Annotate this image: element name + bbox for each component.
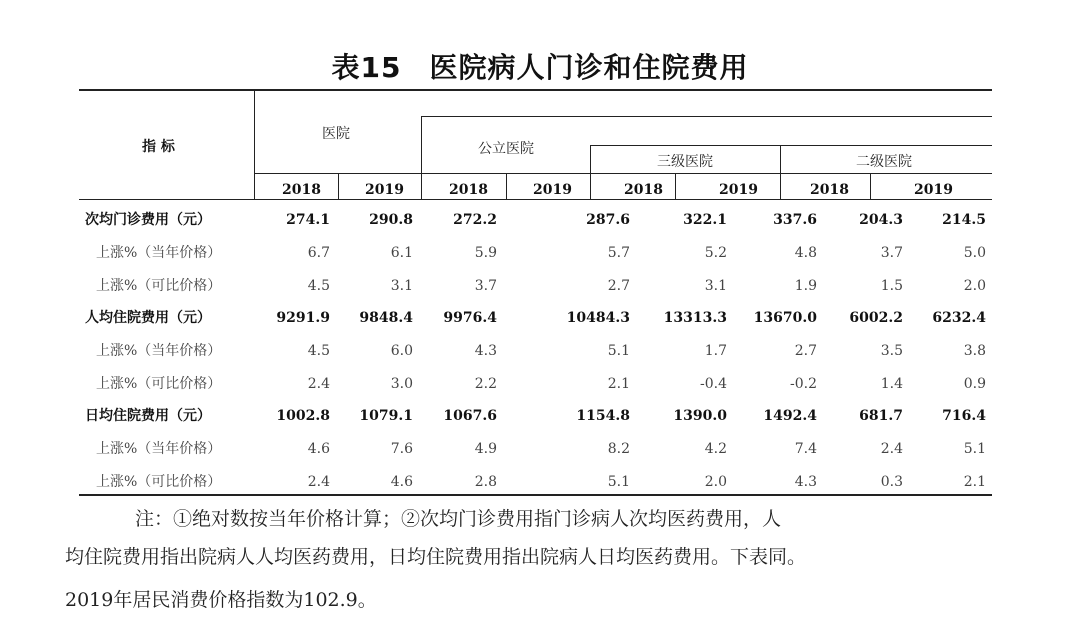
cell-value: 2.4	[307, 376, 330, 392]
header-public-hospital: 公立医院	[478, 141, 534, 157]
cell-value: 7.4	[794, 441, 817, 457]
cell-value: 5.1	[607, 343, 630, 359]
cell-value: 1.5	[880, 278, 903, 294]
cell-value: -0.2	[790, 376, 817, 392]
header-divider-tier3	[590, 145, 591, 200]
header-bottom-rule	[79, 199, 992, 200]
cell-value: 204.3	[859, 212, 903, 228]
cell-value: 6.0	[390, 343, 413, 359]
cell-value: 272.2	[453, 212, 497, 228]
year-header-top-rule	[254, 173, 992, 174]
cell-value: 3.7	[880, 245, 903, 261]
row-label: 日均住院费用（元）	[85, 408, 211, 424]
header-divider-tier3-years	[675, 173, 676, 200]
cell-value: -0.4	[700, 376, 727, 392]
row-label: 上涨%（当年价格）	[96, 343, 222, 359]
cell-value: 1390.0	[673, 408, 727, 424]
cell-value: 287.6	[586, 212, 630, 228]
cell-value: 1154.8	[576, 408, 630, 424]
cell-value: 3.8	[963, 343, 986, 359]
cell-value: 1079.1	[359, 408, 413, 424]
tier-top-rule	[590, 145, 992, 146]
header-indicator: 指 标	[142, 139, 175, 155]
year-header: 2018	[624, 182, 663, 198]
cell-value: 9848.4	[359, 310, 413, 326]
cell-value: 2.2	[474, 376, 497, 392]
cell-value: 3.7	[474, 278, 497, 294]
row-label: 上涨%（当年价格）	[96, 441, 222, 457]
cell-value: 6.7	[307, 245, 330, 261]
header-hospital: 医院	[322, 126, 350, 142]
cell-value: 6002.2	[849, 310, 903, 326]
cell-value: 290.8	[369, 212, 413, 228]
cell-value: 3.0	[390, 376, 413, 392]
cell-value: 5.2	[704, 245, 727, 261]
cell-value: 5.7	[607, 245, 630, 261]
cell-value: 8.2	[607, 441, 630, 457]
cell-value: 9291.9	[276, 310, 330, 326]
header-tier3-hospital: 三级医院	[657, 154, 713, 170]
cell-value: 1002.8	[276, 408, 330, 424]
header-tier2-hospital: 二级医院	[856, 154, 912, 170]
cell-value: 3.5	[880, 343, 903, 359]
cell-value: 4.3	[794, 474, 817, 490]
row-label: 上涨%（当年价格）	[96, 245, 222, 261]
cell-value: 6.1	[390, 245, 413, 261]
cell-value: 1.7	[704, 343, 727, 359]
cell-value: 214.5	[942, 212, 986, 228]
row-label: 次均门诊费用（元）	[85, 212, 211, 228]
note-line-1: 注：①绝对数按当年价格计算；②次均门诊费用指门诊病人次均医药费用，人	[135, 508, 782, 530]
cell-value: 4.3	[474, 343, 497, 359]
table-title	[0, 46, 1080, 86]
table-title-text: 医院病人门诊和住院费用	[429, 51, 749, 84]
year-header: 2018	[282, 182, 321, 198]
cell-value: 5.9	[474, 245, 497, 261]
cell-value: 3.1	[390, 278, 413, 294]
cell-value: 2.7	[794, 343, 817, 359]
cell-value: 4.6	[307, 441, 330, 457]
cell-value: 1067.6	[443, 408, 497, 424]
cell-value: 2.4	[307, 474, 330, 490]
cell-value: 2.8	[474, 474, 497, 490]
row-label: 上涨%（可比价格）	[96, 278, 222, 294]
cell-value: 2.1	[963, 474, 986, 490]
row-label: 人均住院费用（元）	[85, 310, 211, 326]
cell-value: 2.1	[607, 376, 630, 392]
cell-value: 13670.0	[753, 310, 817, 326]
cell-value: 3.1	[704, 278, 727, 294]
cell-value: 2.7	[607, 278, 630, 294]
cell-value: 1.4	[880, 376, 903, 392]
cell-value: 5.1	[963, 441, 986, 457]
year-header: 2019	[719, 182, 758, 198]
top-rule	[79, 89, 992, 91]
header-divider-hospital-years	[338, 173, 339, 200]
cell-value: 7.6	[390, 441, 413, 457]
year-header: 2019	[914, 182, 953, 198]
cell-value: 13313.3	[663, 310, 727, 326]
cell-value: 716.4	[942, 408, 986, 424]
table-number: 表15	[331, 51, 402, 84]
public-hospital-top-rule	[421, 116, 992, 117]
cell-value: 9976.4	[443, 310, 497, 326]
bottom-rule	[79, 494, 992, 496]
cell-value: 274.1	[286, 212, 330, 228]
year-header: 2018	[810, 182, 849, 198]
cell-value: 0.3	[880, 474, 903, 490]
year-header: 2018	[449, 182, 488, 198]
cell-value: 4.8	[794, 245, 817, 261]
header-divider-tier2	[780, 145, 781, 200]
header-divider-indicator	[254, 90, 255, 200]
cell-value: 4.5	[307, 343, 330, 359]
cell-value: 4.5	[307, 278, 330, 294]
cell-value: 2.4	[880, 441, 903, 457]
cell-value: 4.6	[390, 474, 413, 490]
cell-value: 2.0	[963, 278, 986, 294]
cell-value: 681.7	[859, 408, 903, 424]
cell-value: 0.9	[963, 376, 986, 392]
cell-value: 337.6	[773, 212, 817, 228]
cell-value: 2.0	[704, 474, 727, 490]
row-label: 上涨%（可比价格）	[96, 376, 222, 392]
row-label: 上涨%（可比价格）	[96, 474, 222, 490]
cell-value: 5.0	[963, 245, 986, 261]
cell-value: 4.9	[474, 441, 497, 457]
cell-value: 1492.4	[763, 408, 817, 424]
year-header: 2019	[533, 182, 572, 198]
year-header: 2019	[365, 182, 404, 198]
note-line-3: 2019年居民消费价格指数为102.9。	[65, 589, 377, 611]
header-divider-public	[421, 116, 422, 200]
header-divider-tier2-years	[870, 173, 871, 200]
cell-value: 10484.3	[566, 310, 630, 326]
cell-value: 6232.4	[932, 310, 986, 326]
cell-value: 4.2	[704, 441, 727, 457]
cell-value: 322.1	[683, 212, 727, 228]
header-divider-public-years	[506, 173, 507, 200]
note-line-2: 均住院费用指出院病人人均医药费用，日均住院费用指出院病人日均医药费用。下表同。	[65, 546, 807, 568]
cell-value: 1.9	[794, 278, 817, 294]
cell-value: 5.1	[607, 474, 630, 490]
